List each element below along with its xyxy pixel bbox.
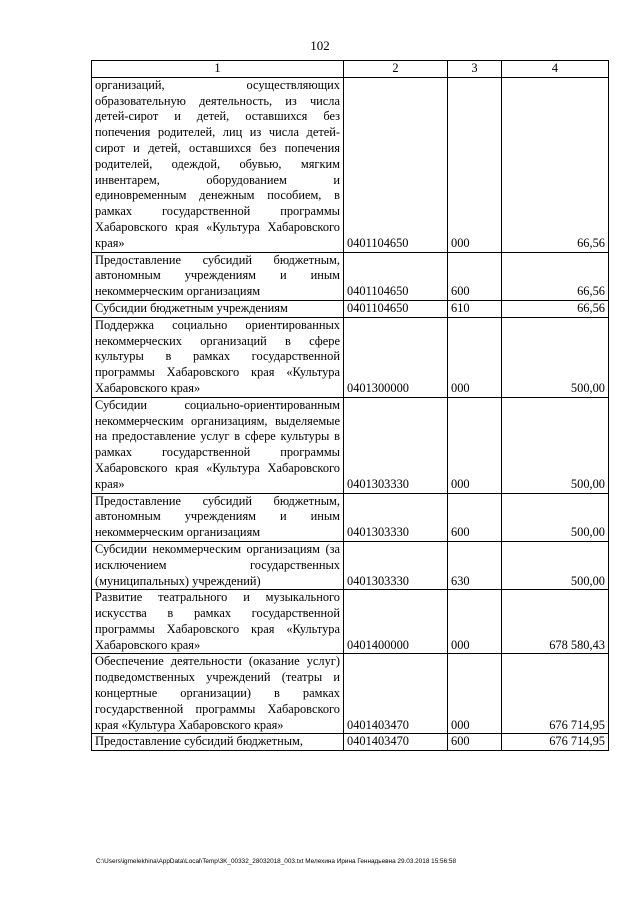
table-row bbox=[92, 300, 609, 317]
row-description: организаций, осуществляющих образовательную деятельность, из числа детей-сирот и детей, оставшихся без попечения родителей, лиц из числа детей-сирот и детей, оставшихся без попечения родителей, одеждой, обувью, мягким инвентарем, оборудованием и единовременным денежным пособием, в рамках государственной программы Хабаровского края «Культура Хабаровского края» bbox=[92, 77, 344, 252]
row-expense-type: 000 bbox=[448, 397, 502, 493]
table-row bbox=[92, 317, 609, 397]
row-target-code: 0401403470 bbox=[344, 734, 448, 751]
header-col-2: 2 bbox=[344, 61, 448, 78]
row-expense-type: 000 bbox=[448, 317, 502, 397]
row-amount: 500,00 bbox=[502, 541, 609, 589]
row-target-code: 0401403470 bbox=[344, 654, 448, 734]
row-amount: 678 580,43 bbox=[502, 590, 609, 654]
table-row bbox=[92, 397, 609, 493]
table-row bbox=[92, 252, 609, 300]
row-target-code: 0401400000 bbox=[344, 590, 448, 654]
row-description: Субсидии некоммерческим организациям (за исключением государственных (муниципальных) учреждений) bbox=[92, 541, 344, 589]
row-target-code: 0401300000 bbox=[344, 317, 448, 397]
row-target-code: 0401104650 bbox=[344, 77, 448, 252]
row-expense-type: 000 bbox=[448, 654, 502, 734]
row-target-code: 0401303330 bbox=[344, 493, 448, 541]
row-description: Предоставление субсидий бюджетным, автономным учреждениям и иным некоммерческим организациям bbox=[92, 252, 344, 300]
row-description: Поддержка социально ориентированных некоммерческих организаций в сфере культуры в рамках государственной программы Хабаровского края «Культура Хабаровского края» bbox=[92, 317, 344, 397]
row-target-code: 0401104650 bbox=[344, 252, 448, 300]
table-row bbox=[92, 734, 609, 751]
row-amount: 500,00 bbox=[502, 317, 609, 397]
row-expense-type: 600 bbox=[448, 493, 502, 541]
row-description: Обеспечение деятельности (оказание услуг) подведомственных учреждений (театры и концертные организации) в рамках государственной программы Хабаровского края «Культура Хабаровского края» bbox=[92, 654, 344, 734]
table-row bbox=[92, 541, 609, 589]
row-description: Развитие театрального и музыкального искусства в рамках государственной программы Хабаровского края «Культура Хабаровского края» bbox=[92, 590, 344, 654]
header-row bbox=[92, 61, 609, 78]
table-row bbox=[92, 77, 609, 252]
row-target-code: 0401303330 bbox=[344, 397, 448, 493]
row-description: Субсидии социально-ориентированным некоммерческим организациям, выделяемые на предоставление услуг в сфере культуры в рамках государственной программы Хабаровского края «Культура Хабаровского края» bbox=[92, 397, 344, 493]
row-amount: 66,56 bbox=[502, 77, 609, 252]
row-expense-type: 630 bbox=[448, 541, 502, 589]
row-amount: 66,56 bbox=[502, 300, 609, 317]
footer-file-path: C:\Users\igmelekhina\AppData\Local\Temp\3K_00332_28032018_003.txt Мелехина Ирина Геннадьевна 29.03.2018 15:56:58 bbox=[96, 858, 457, 865]
row-amount: 500,00 bbox=[502, 493, 609, 541]
row-target-code: 0401303330 bbox=[344, 541, 448, 589]
header-col-4: 4 bbox=[502, 61, 609, 78]
page-number: 102 bbox=[310, 38, 330, 53]
row-expense-type: 600 bbox=[448, 734, 502, 751]
row-amount: 500,00 bbox=[502, 397, 609, 493]
header-col-1: 1 bbox=[92, 61, 344, 78]
table-row bbox=[92, 493, 609, 541]
row-description: Субсидии бюджетным учреждениям bbox=[92, 300, 344, 317]
row-description: Предоставление субсидий бюджетным, автономным учреждениям и иным некоммерческим организациям bbox=[92, 493, 344, 541]
row-amount: 676 714,95 bbox=[502, 654, 609, 734]
row-amount: 66,56 bbox=[502, 252, 609, 300]
row-expense-type: 000 bbox=[448, 77, 502, 252]
row-amount: 676 714,95 bbox=[502, 734, 609, 751]
row-description: Предоставление субсидий бюджетным, bbox=[92, 734, 344, 751]
header-col-3: 3 bbox=[448, 61, 502, 78]
table-row bbox=[92, 590, 609, 654]
budget-table bbox=[91, 60, 609, 751]
row-expense-type: 000 bbox=[448, 590, 502, 654]
row-expense-type: 600 bbox=[448, 252, 502, 300]
row-expense-type: 610 bbox=[448, 300, 502, 317]
table-row bbox=[92, 654, 609, 734]
row-target-code: 0401104650 bbox=[344, 300, 448, 317]
